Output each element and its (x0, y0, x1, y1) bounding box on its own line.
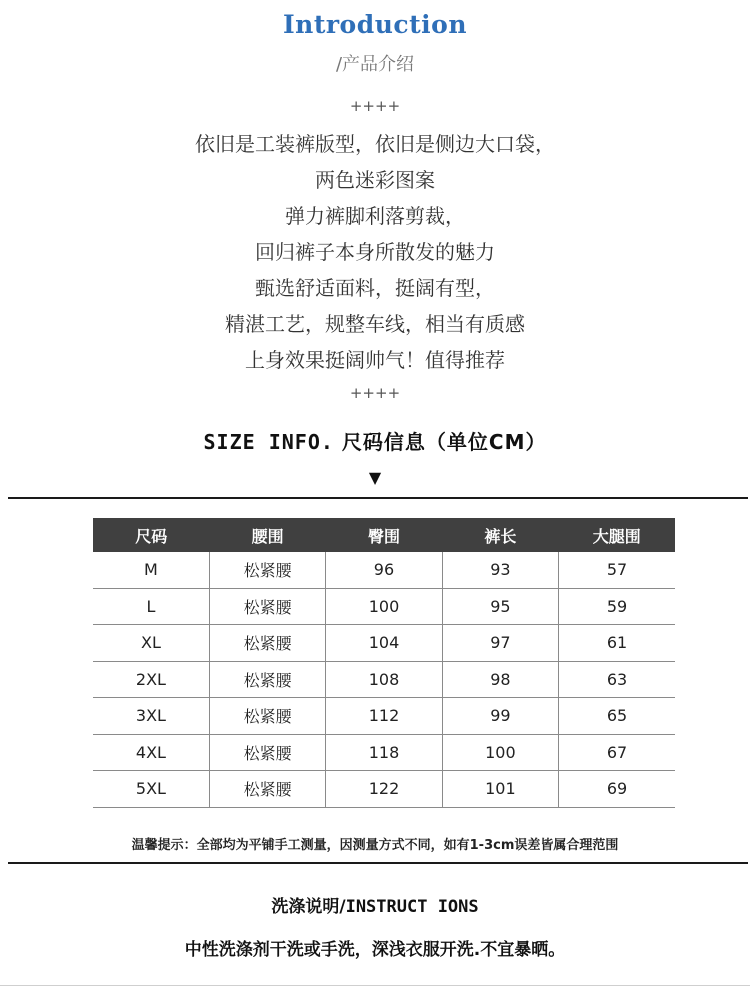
column-header: 臀围 (326, 518, 442, 552)
table-cell: 96 (326, 552, 442, 588)
column-header: 大腿围 (559, 518, 675, 552)
plus-divider-top: ++++ (349, 97, 401, 115)
table-cell: 97 (442, 625, 558, 662)
care-title-cn: 洗涤说明/ (271, 897, 346, 917)
table-cell: 98 (442, 661, 558, 698)
table-cell: 59 (559, 588, 675, 625)
size-table (93, 518, 675, 808)
table-cell: 99 (442, 698, 558, 735)
size-heading-en: SIZE INFO. (203, 430, 334, 454)
table-cell: 100 (442, 734, 558, 771)
table-cell: 95 (442, 588, 558, 625)
table-cell: 松紧腰 (209, 661, 325, 698)
description-line: 精湛工艺，规整车线，相当有质感 (225, 312, 525, 336)
table-cell: 118 (326, 734, 442, 771)
table-cell: 61 (559, 625, 675, 662)
bottom-divider (0, 985, 750, 986)
table-cell: 松紧腰 (209, 552, 325, 588)
table-cell: 3XL (93, 698, 209, 735)
table-cell: 104 (326, 625, 442, 662)
size-heading-cn: 尺码信息（单位CM） (341, 430, 547, 454)
description-line: 两色迷彩图案 (315, 168, 435, 192)
table-cell: 101 (442, 771, 558, 808)
table-cell: 4XL (93, 734, 209, 771)
table-cell: 100 (326, 588, 442, 625)
plus-divider-bottom: ++++ (349, 384, 401, 402)
table-cell: 93 (442, 552, 558, 588)
table-cell: 松紧腰 (209, 771, 325, 808)
table-cell: 65 (559, 698, 675, 735)
description-line: 弹力裤脚利落剪裁， (285, 204, 465, 228)
table-cell: 松紧腰 (209, 588, 325, 625)
table-row (93, 771, 675, 808)
table-row (93, 698, 675, 735)
table-cell: 69 (559, 771, 675, 808)
table-cell: 112 (326, 698, 442, 735)
table-row (93, 734, 675, 771)
description-line: 甄选舒适面料，挺阔有型， (255, 276, 495, 300)
table-row (93, 661, 675, 698)
table-cell: 122 (326, 771, 442, 808)
table-cell: 108 (326, 661, 442, 698)
intro-title: Introduction (282, 10, 468, 39)
size-table-header (93, 518, 675, 552)
measurement-tip: 温馨提示：全部均为平铺手工测量，因测量方式不同，如有1-3cm误差皆属合理范围 (131, 838, 619, 853)
table-cell: 松紧腰 (209, 625, 325, 662)
table-cell: 57 (559, 552, 675, 588)
description-line: 回归裤子本身所散发的魅力 (255, 240, 495, 264)
care-instructions-heading (0, 892, 750, 917)
table-cell: 松紧腰 (209, 734, 325, 771)
table-cell: 67 (559, 734, 675, 771)
divider-line (8, 497, 748, 499)
table-cell: L (93, 588, 209, 625)
column-header: 裤长 (442, 518, 558, 552)
care-instructions-text: 中性洗涤剂干洗或手洗，深浅衣服开洗.不宜暴晒。 (184, 940, 566, 960)
table-cell: 5XL (93, 771, 209, 808)
care-title-en: INSTRUCT IONS (345, 897, 479, 917)
down-triangle-icon: ▼ (368, 468, 382, 487)
description-line: 上身效果挺阔帅气！值得推荐 (245, 348, 505, 372)
column-header: 尺码 (93, 518, 209, 552)
table-cell: XL (93, 625, 209, 662)
description-line: 依旧是工装裤版型，依旧是侧边大口袋， (195, 132, 555, 156)
product-description (0, 128, 750, 380)
table-row (93, 588, 675, 625)
table-row (93, 625, 675, 662)
table-row (93, 552, 675, 588)
table-cell: M (93, 552, 209, 588)
size-info-heading (0, 426, 750, 455)
divider-line (8, 862, 748, 864)
table-cell: 63 (559, 661, 675, 698)
intro-subtitle: /产品介绍 (335, 54, 415, 75)
table-cell: 松紧腰 (209, 698, 325, 735)
table-cell: 2XL (93, 661, 209, 698)
column-header: 腰围 (209, 518, 325, 552)
